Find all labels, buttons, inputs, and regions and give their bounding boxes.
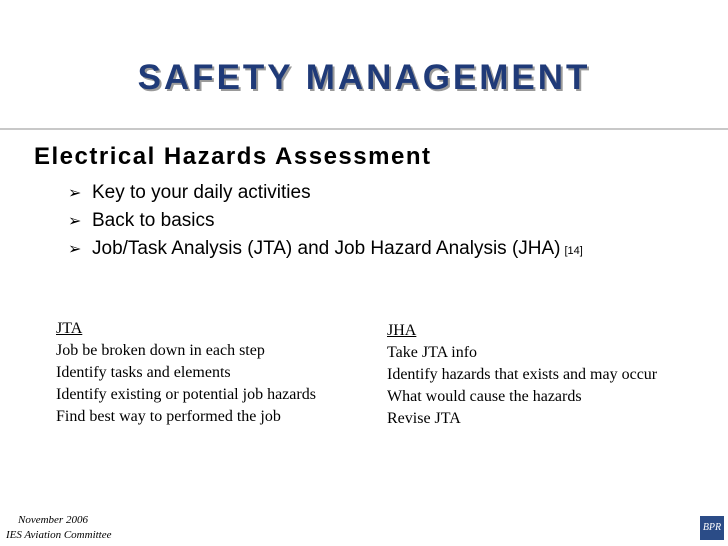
slide-title: SAFETY MANAGEMENT: [137, 58, 591, 97]
bpr-logo-icon: BPR: [700, 516, 724, 540]
bullet-item: ➢ Key to your daily activities: [68, 179, 583, 207]
bullet-item: ➢ Job/Task Analysis (JTA) and Job Hazard Analysis (JHA) [14]: [68, 235, 583, 265]
list-item: Identify hazards that exists and may occur: [387, 366, 658, 383]
jta-heading: JTA: [56, 320, 83, 337]
list-item: Revise JTA: [387, 410, 461, 427]
jha-column: [387, 320, 657, 430]
bullet-list: [68, 179, 583, 265]
footer: [6, 513, 112, 543]
list-item: Identify tasks and elements: [56, 364, 231, 381]
list-item: Take JTA info: [387, 344, 478, 361]
list-item: Job be broken down in each step: [56, 342, 265, 359]
arrow-bullet-icon: ➢: [68, 185, 82, 202]
list-item: Identify existing or potential job hazards: [56, 386, 316, 403]
arrow-bullet-icon: ➢: [68, 241, 82, 258]
bullet-item: ➢ Back to basics: [68, 207, 583, 235]
list-item: What would cause the hazards: [387, 388, 582, 405]
footer-org: IES Aviation Committee: [6, 529, 112, 541]
arrow-bullet-icon: ➢: [68, 213, 82, 230]
list-item: Find best way to performed the job: [56, 408, 281, 425]
section-heading: Electrical Hazards Assessment: [34, 143, 432, 170]
footer-date: November 2006: [18, 514, 88, 526]
reference-marker: [14]: [564, 245, 583, 257]
jha-heading: JHA: [387, 322, 417, 339]
divider: [0, 128, 728, 130]
jta-column: [56, 318, 316, 428]
